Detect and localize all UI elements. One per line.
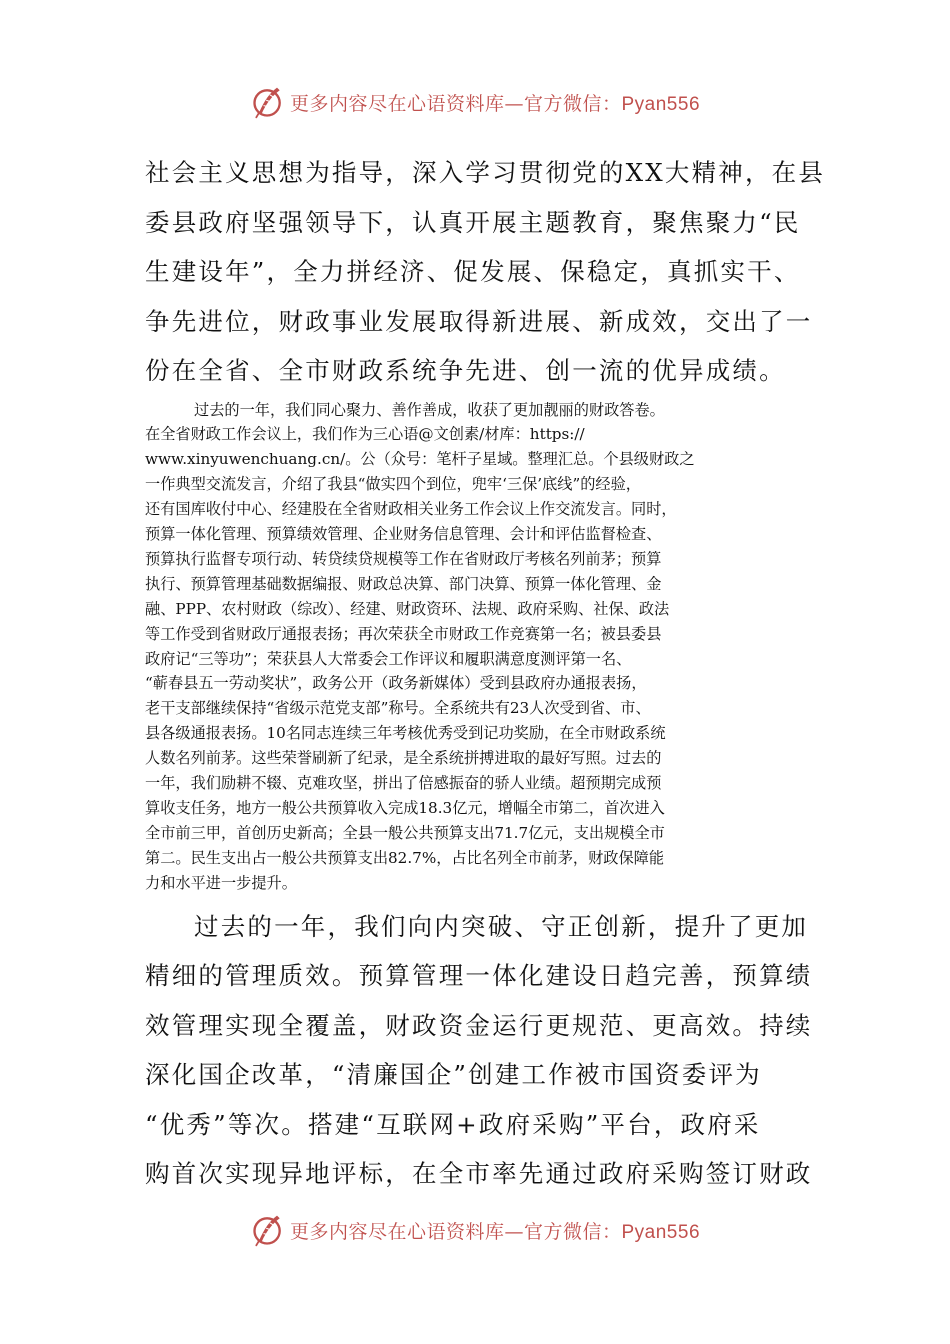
paragraph-2-line: 融、PPP、农村财政（综改）、经建、财政资环、法规、政府采购、社保、政法 <box>145 599 670 618</box>
paragraph-1-line: 生建设年”，全力拼经济、促发展、保稳定，真抓实干、 <box>145 257 801 286</box>
paragraph-3-line: 深化国企改革，“清廉国企”创建工作被市国资委评为 <box>145 1060 762 1090</box>
paragraph-2-line: 预算执行监督专项行动、转贷续贷规模等工作在省财政厅考核名列前茅；预算 <box>145 549 662 568</box>
paragraph-2-line: 还有国库收付中心、经建股在全省财政相关业务工作会议上作交流发言。同时， <box>145 500 677 519</box>
paragraph-2-line: 一作典型交流发言，介绍了我县“做实四个到位，兜牢‘三保’底线”的经验， <box>145 475 641 494</box>
paragraph-2-line: 在全省财政工作会议上，我们作为三心语@文创素/材库：https:// <box>145 425 585 444</box>
paragraph-2-line: 第二。民生支出占一般公共预算支出82.7%，占比名列全市前茅，财政保障能 <box>145 848 665 867</box>
paragraph-2-line: 一年，我们励耕不辍、克难攻坚，拼出了倍感振奋的骄人业绩。超预期完成预 <box>145 774 662 793</box>
feather-pen-logo-icon <box>250 84 286 120</box>
paragraph-1-line: 委县政府坚强领导下，认真开展主题教育，聚焦聚力“民 <box>145 207 801 237</box>
header-banner-text: 更多内容尽在心语资料库—官方微信：Pyan556 <box>289 92 701 115</box>
paragraph-2-line: 全市前三甲，首创历史新高；全县一般公共预算支出71.7亿元，支出规模全市 <box>145 823 665 842</box>
footer-wechat-id: Pyan556 <box>621 1221 701 1243</box>
paragraph-2-line: 政府记“三等功”；荣获县人大常委会工作评议和履职满意度测评第一名、 <box>145 649 632 668</box>
paragraph-2-line: www.xinyuwenchuang.cn/。公（众号：笔杆子星域。整理汇总。个县级财政之 <box>145 450 695 469</box>
paragraph-2-line: 人数名列前茅。这些荣誉刷新了纪录，是全系统拼搏进取的最好写照。过去的 <box>145 749 662 768</box>
paragraph-3-line: 购首次实现异地评标，在全市率先通过政府采购签订财政 <box>145 1159 813 1189</box>
footer-banner <box>0 1210 950 1250</box>
paragraph-2-line: 等工作受到省财政厅通报表扬；再次荣获全市财政工作竞赛第一名；被县委县 <box>145 624 662 643</box>
paragraph-1-line: 争先进位，财政事业发展取得新进展、新成效，交出了一 <box>145 306 813 336</box>
paragraph-3-line: “优秀”等次。搭建“互联网+政府采购”平台，政府采 <box>145 1109 761 1139</box>
header-banner <box>0 82 950 122</box>
paragraph-3-line: 过去的一年，我们向内突破、守正创新，提升了更加 <box>194 911 809 941</box>
paragraph-2 <box>145 398 807 896</box>
paragraph-2-line: “蕲春县五一劳动奖状”，政务公开（政务新媒体）受到县政府办通报表扬， <box>145 674 647 693</box>
paragraph-2-line: 执行、预算管理基础数据编报、财政总决算、部门决算、预算一体化管理、金 <box>145 574 662 593</box>
footer-banner-text: 更多内容尽在心语资料库—官方微信：Pyan556 <box>289 1220 701 1243</box>
paragraph-2-line: 算收支任务，地方一般公共预算收入完成18.3亿元，增幅全市第二，首次进入 <box>145 799 665 817</box>
paragraph-1 <box>145 148 826 396</box>
paragraph-2-line: 县各级通报表扬。10名同志连续三年考核优秀受到记功奖励，在全市财政系统 <box>145 724 666 743</box>
paragraph-2-line: 过去的一年，我们同心聚力、善作善成，收获了更加靓丽的财政答卷。 <box>194 400 665 419</box>
paragraph-2-line: 老干支部继续保持“省级示范党支部”称号。全系统共有23人次受到省、市、 <box>145 699 651 718</box>
paragraph-2-line: 力和水平进一步提升。 <box>145 873 297 892</box>
document-body <box>145 148 826 1199</box>
paragraph-3-line: 效管理实现全覆盖，财政资金运行更规范、更高效。持续 <box>145 1010 813 1040</box>
paragraph-2-line: 预算一体化管理、预算绩效管理、企业财务信息管理、会计和评估监督检查、 <box>145 525 662 544</box>
feather-pen-logo-icon <box>250 1212 286 1248</box>
paragraph-3 <box>145 902 813 1199</box>
paragraph-1-line: 份在全省、全市财政系统争先进、创一流的优异成绩。 <box>145 356 786 385</box>
paragraph-1-line: 社会主义思想为指导，深入学习贯彻党的XX大精神，在县 <box>145 158 826 187</box>
header-wechat-id: Pyan556 <box>621 93 701 115</box>
paragraph-3-line: 精细的管理质效。预算管理一体化建设日趋完善，预算绩 <box>145 961 813 991</box>
